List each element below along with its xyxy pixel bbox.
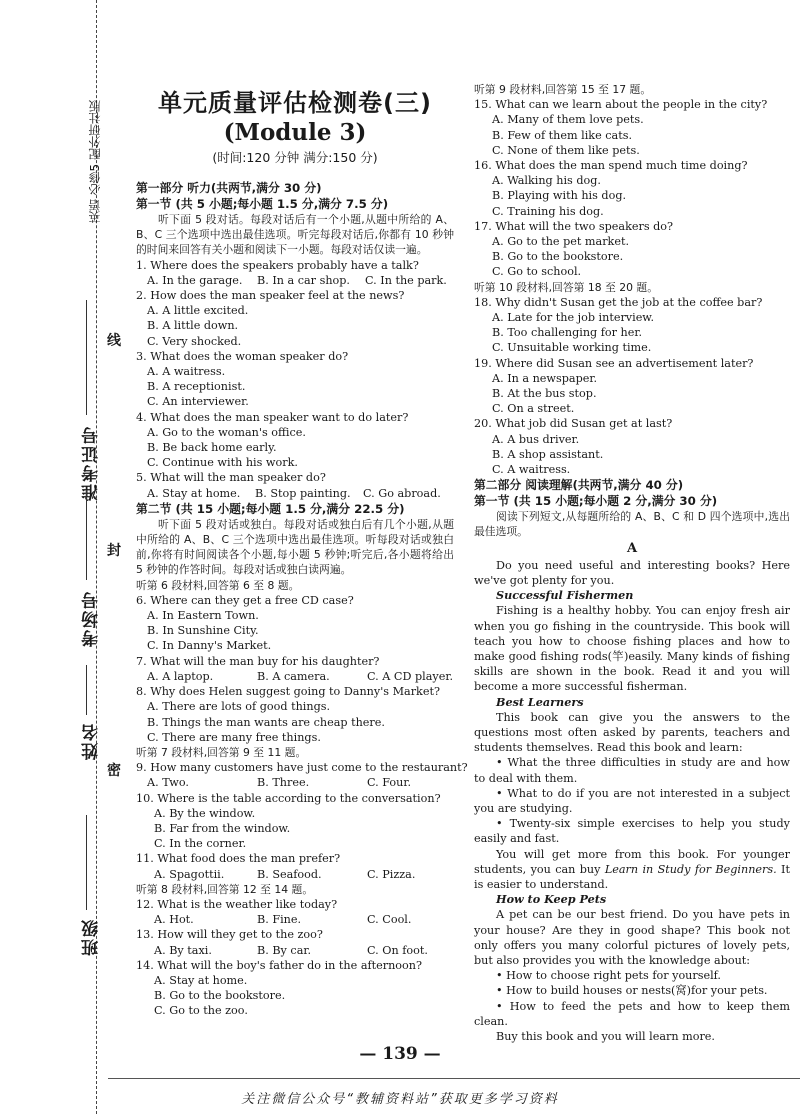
option: A. A laptop. xyxy=(147,669,214,683)
binding-strip xyxy=(0,0,121,1114)
book2-text: This book can give you the answers to the questions most often asked by parents, teachers and students themselves. Read this book and learn: xyxy=(474,710,790,755)
option: C. An interviewer. xyxy=(147,395,249,409)
option: C. Training his dog. xyxy=(492,204,604,218)
book2-more xyxy=(474,847,790,893)
question-20: 20. What job did Susan get at last? xyxy=(474,417,673,431)
book2-bullet: • What the three difficulties in study are and how to deal with them. xyxy=(474,756,790,785)
question-7-options xyxy=(136,669,454,684)
option: B. A receptionist. xyxy=(147,380,246,394)
passage-intro: Do you need useful and interesting books? Here we've got plenty for you. xyxy=(474,558,790,587)
option: A. A little excited. xyxy=(147,304,249,318)
option: B. Few of them like cats. xyxy=(492,128,632,142)
option: B. Go to the bookstore. xyxy=(154,989,286,1003)
option: C. There are many free things. xyxy=(147,730,321,744)
book1-title: Successful Fishermen xyxy=(496,588,634,603)
footer-note: 关注微信公众号“教辅资料站”获取更多学习资料 xyxy=(241,1092,559,1107)
book1-text: Fishing is a healthy hobby. You can enjoy fresh air when you go fishing in the countryside. This book will teach you how to choose fishing places and how to make good fishing rods(竿)easily. Many kinds of fishing skills are shown in the book. Read it and you will become a more successful fisherman. xyxy=(474,604,790,694)
option: C. Go abroad. xyxy=(363,486,441,500)
page-title: 单元质量评估检测卷(三) xyxy=(158,89,432,117)
question-1: 1. Where does the speakers probably have a talk? xyxy=(136,258,419,272)
option: A. Stay at home. xyxy=(147,486,241,500)
option: C. Pizza. xyxy=(367,867,416,881)
question-5: 5. What will the man speaker do? xyxy=(136,471,326,485)
option: C. Continue with his work. xyxy=(147,456,298,470)
option: B. A shop assistant. xyxy=(492,447,604,461)
question-19: 19. Where did Susan see an advertisement later? xyxy=(474,356,754,370)
part2-sec1-title: 第一节 (共 15 小题;每小题 2 分,满分 30 分) xyxy=(474,494,718,509)
option: C. Go to the zoo. xyxy=(154,1004,248,1018)
part1-title: 第一部分 听力(共两节,满分 30 分) xyxy=(136,181,322,195)
question-8: 8. Why does Helen suggest going to Danny's Market? xyxy=(136,685,440,699)
question-10: 10. Where is the table according to the conversation? xyxy=(136,791,441,805)
option: B. Playing with his dog. xyxy=(492,189,627,203)
class-line xyxy=(86,815,87,910)
option: B. Three. xyxy=(257,776,310,790)
question-3: 3. What does the woman speaker do? xyxy=(136,349,349,363)
option: A. In the garage. xyxy=(147,273,243,287)
part2-title: 第二部分 阅读理解(共两节,满分 40 分) xyxy=(474,478,684,493)
passage-label: A xyxy=(626,540,638,556)
question-18: 18. Why didn't Susan get the job at the coffee bar? xyxy=(474,295,763,309)
sec1-instructions: 听下面 5 段对话。每段对话后有一个小题,从题中所给的 A、B、C 三个选项中选出最佳选项。听完每段对话后,你都有 10 秒钟的时间来回答有关小题和阅读下一小题。每段对话仅读一遍。 xyxy=(136,213,454,257)
option: C. Cool. xyxy=(367,913,412,927)
option: B. Stop painting. xyxy=(255,486,351,500)
question-11: 11. What food does the man prefer? xyxy=(136,852,341,866)
option: A. By taxi. xyxy=(154,943,212,957)
option: A. Stay at home. xyxy=(154,973,248,987)
question-17: 17. What will the two speakers do? xyxy=(474,219,674,233)
option: A. Go to the woman's office. xyxy=(147,425,306,439)
part2-instructions: 阅读下列短文,从每题所给的 A、B、C 和 D 四个选项中,选出最佳选项。 xyxy=(474,510,790,539)
option: A. In a newspaper. xyxy=(492,371,598,385)
option: B. In Sunshine City. xyxy=(147,624,259,638)
exam-room-line xyxy=(86,490,87,580)
question-7: 7. What will the man buy for his daughter? xyxy=(136,654,380,668)
material-6: 听第 6 段材料,回答第 6 至 8 题。 xyxy=(136,578,300,592)
option: C. Go to school. xyxy=(492,265,582,279)
book2-title: Best Learners xyxy=(496,694,584,709)
class-label: 班级 xyxy=(82,918,102,956)
option: B. In a car shop. xyxy=(257,273,350,287)
name-line xyxy=(86,665,87,715)
option: C. Four. xyxy=(367,776,412,790)
option: B. Be back home early. xyxy=(147,441,277,455)
cut-mark-line: 线 xyxy=(107,333,121,349)
book3-bullet: • How to feed the pets and how to keep them clean. xyxy=(474,999,790,1028)
cut-mark-secret: 密 xyxy=(107,763,121,779)
option: A. Go to the pet market. xyxy=(492,235,629,249)
option: B. Seafood. xyxy=(257,867,322,881)
question-14: 14. What will the boy's father do in the afternoon? xyxy=(136,958,422,972)
material-9: 听第 9 段材料,回答第 15 至 17 题。 xyxy=(474,83,652,96)
question-16: 16. What does the man spend much time doing? xyxy=(474,159,748,173)
option: B. Go to the bookstore. xyxy=(492,250,624,264)
time-info: (时间:120 分钟 满分:150 分) xyxy=(212,150,378,165)
question-12-options xyxy=(136,912,454,927)
material-8: 听第 8 段材料,回答第 12 至 14 题。 xyxy=(136,882,314,896)
option: A. Walking his dog. xyxy=(492,174,601,188)
option: A. Late for the job interview. xyxy=(492,311,655,325)
cut-mark-seal: 封 xyxy=(107,543,121,559)
footer-divider xyxy=(108,1078,800,1079)
option: A. A bus driver. xyxy=(492,432,580,446)
material-7: 听第 7 段材料,回答第 9 至 11 题。 xyxy=(136,745,307,759)
book2-more-title: Learn in Study for Beginners. xyxy=(604,862,777,876)
book2-bullet: • What to do if you are not interested in a subject you are studying. xyxy=(474,786,790,815)
book3-end: Buy this book and you will learn more. xyxy=(496,1029,715,1043)
option: C. On a street. xyxy=(492,402,575,416)
option: B. Fine. xyxy=(257,913,302,927)
right-column xyxy=(474,82,790,1044)
option: A. Many of them love pets. xyxy=(492,113,644,127)
book2-more-post: It is easier to understand. xyxy=(474,862,790,891)
option: C. In the park. xyxy=(365,273,447,287)
question-9-options xyxy=(136,775,454,790)
book2-more-pre: You will get more from this book. For younger students, you can buy xyxy=(474,847,790,876)
question-13-options xyxy=(136,943,454,958)
option: A. Hot. xyxy=(154,913,194,927)
option: A. In Eastern Town. xyxy=(147,609,259,623)
option: C. In Danny's Market. xyxy=(147,639,272,653)
option: A. A waitress. xyxy=(147,365,226,379)
question-12: 12. What is the weather like today? xyxy=(136,897,338,911)
option: B. By car. xyxy=(257,943,312,957)
material-10: 听第 10 段材料,回答第 18 至 20 题。 xyxy=(474,280,659,294)
option: C. A CD player. xyxy=(367,669,454,683)
question-11-options xyxy=(136,867,454,882)
option: C. In the corner. xyxy=(154,837,247,851)
option: A. Spagottii. xyxy=(154,867,225,881)
title-block xyxy=(140,88,450,168)
question-5-options xyxy=(136,486,454,501)
edition-label: 英语 必修5 配外研社版 xyxy=(88,100,102,224)
sec1-title: 第一节 (共 5 小题;每小题 1.5 分,满分 7.5 分) xyxy=(136,197,389,211)
option: B. Things the man wants are cheap there. xyxy=(147,715,385,729)
module-title: (Module 3) xyxy=(223,119,367,146)
exam-number-label: 准考证号 xyxy=(82,425,102,501)
option: A. By the window. xyxy=(154,806,256,820)
question-15: 15. What can we learn about the people in the city? xyxy=(474,98,768,112)
option: B. Too challenging for her. xyxy=(492,326,643,340)
exam-room-label: 考场号 xyxy=(82,590,102,647)
option: B. Far from the window. xyxy=(154,821,291,835)
book3-bullet: • How to choose right pets for yourself. xyxy=(496,969,721,983)
option: C. On foot. xyxy=(367,943,428,957)
book2-bullet: • Twenty-six simple exercises to help you study easily and fast. xyxy=(474,817,790,846)
question-9: 9. How many customers have just come to the restaurant? xyxy=(136,761,468,775)
option: C. Very shocked. xyxy=(147,334,242,348)
option: B. A camera. xyxy=(257,669,330,683)
sec2-title: 第二节 (共 15 小题;每小题 1.5 分,满分 22.5 分) xyxy=(136,501,405,516)
sec2-instructions: 听下面 5 段对话或独白。每段对话或独白后有几个小题,从题中所给的 A、B、C 三个选项中选出最佳选项。听每段对话或独白前,你将有时间阅读各个小题,每小题 5 秒钟;听完后,各小题将给出 5 秒钟的作答时间。每段对话或独白读两遍。 xyxy=(136,517,454,577)
option: A. Two. xyxy=(147,776,189,790)
option: C. A waitress. xyxy=(492,463,571,477)
name-label: 姓名 xyxy=(82,722,102,760)
question-1-options xyxy=(136,273,454,288)
question-13: 13. How will they get to the zoo? xyxy=(136,928,323,942)
option: B. At the bus stop. xyxy=(492,387,597,401)
option: B. A little down. xyxy=(147,319,239,333)
page-number: — 139 — xyxy=(359,1044,441,1064)
book3-bullet: • How to build houses or nests(窝)for your pets. xyxy=(496,984,768,998)
book3-text: A pet can be our best friend. Do you have pets in your house? Are they in good shape? This book not only offers you many colorful pictures of lovely pets, but also provides you with the knowledge about: xyxy=(474,908,790,967)
exam-number-line xyxy=(86,300,87,415)
question-6: 6. Where can they get a free CD case? xyxy=(136,593,354,607)
left-column xyxy=(136,180,468,1019)
book3-title: How to Keep Pets xyxy=(496,892,607,907)
option: C. None of them like pets. xyxy=(492,143,640,157)
question-2: 2. How does the man speaker feel at the news? xyxy=(136,289,405,303)
option: A. There are lots of good things. xyxy=(147,700,331,714)
question-4: 4. What does the man speaker want to do later? xyxy=(136,410,409,424)
option: C. Unsuitable working time. xyxy=(492,341,652,355)
